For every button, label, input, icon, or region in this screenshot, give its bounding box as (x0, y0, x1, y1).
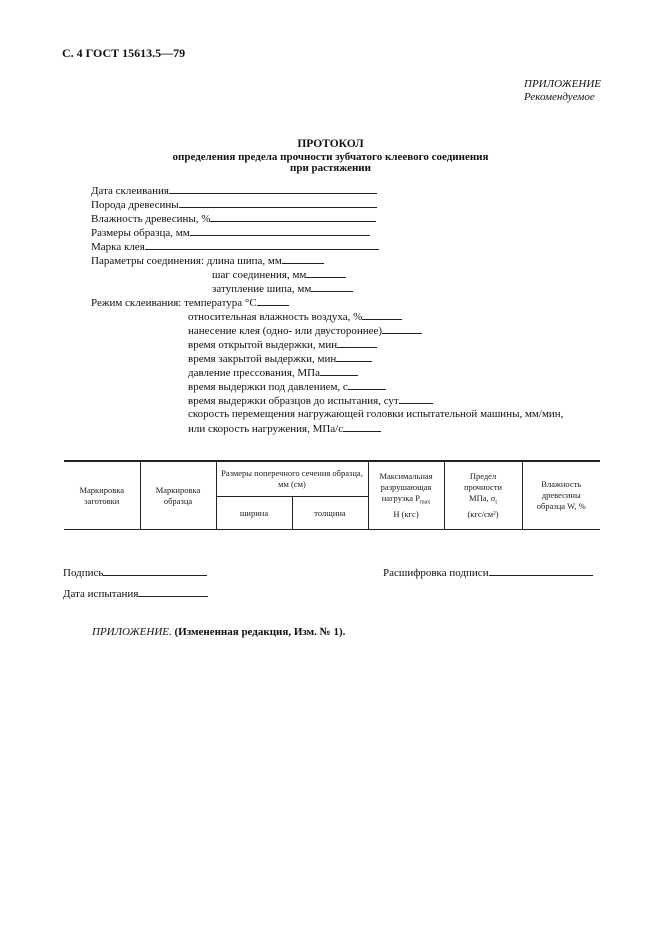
field-glue-line[interactable] (145, 240, 379, 250)
field-press-time-label: время выдержки под давлением, с (188, 381, 348, 393)
field-glue-label: Марка клея (91, 241, 145, 253)
field-pressure-line[interactable] (320, 366, 358, 376)
field-air-humidity (188, 310, 402, 323)
field-species (91, 198, 377, 211)
col-cross-section: Размеры поперечного сечения образца, мм (см) (216, 461, 368, 497)
field-speed (188, 408, 563, 420)
field-params-label: Параметры соединения: (91, 255, 205, 267)
test-date-field (63, 587, 208, 600)
field-closed-time-line[interactable] (336, 352, 372, 362)
footnote-label: ПРИЛОЖЕНИЕ. (92, 626, 172, 638)
field-params (91, 254, 324, 267)
results-table (64, 460, 600, 530)
field-moisture (91, 212, 376, 225)
field-date (91, 184, 377, 197)
field-size (91, 226, 370, 239)
field-mode (91, 296, 289, 309)
field-blunting (212, 282, 353, 295)
field-open-time (188, 338, 377, 351)
field-pitch (212, 268, 346, 281)
field-press-time (188, 380, 386, 393)
field-rate-line[interactable] (343, 422, 381, 432)
footnote-text: (Измененная редакция, Изм. № 1). (174, 626, 346, 638)
test-date-label: Дата испытания (63, 588, 139, 600)
field-closed-time-label: время закрытой выдержки, мин (188, 353, 337, 365)
field-open-time-label: время открытой выдержки, мин (188, 339, 338, 351)
signature-line[interactable] (103, 566, 207, 576)
field-moisture-line[interactable] (210, 212, 376, 222)
field-air-humidity-label: относительная влажность воздуха, % (188, 311, 363, 323)
field-application (188, 324, 422, 337)
field-pressure (188, 366, 358, 379)
field-temperature-line[interactable] (257, 296, 289, 306)
field-application-label: нанесение клея (одно- или двустороннее) (188, 325, 383, 337)
field-air-humidity-line[interactable] (362, 310, 402, 320)
field-rate-label: или скорость нагружения, МПа/с (188, 423, 344, 435)
signature-decode-field (383, 566, 593, 579)
signature-decode-line[interactable] (489, 566, 593, 576)
col-max-load: Максимальная разрушающая нагрузка $P_{max}$ Н (кгс) (368, 461, 444, 530)
field-date-label: Дата склеивания (91, 185, 169, 197)
field-blunting-label: затупление шипа, мм (212, 283, 312, 295)
col-thickness: толщина (292, 497, 368, 530)
field-closed-time (188, 352, 372, 365)
col-width: ширина (216, 497, 292, 530)
field-press-time-line[interactable] (348, 380, 386, 390)
field-hold-time (188, 394, 433, 407)
field-application-line[interactable] (382, 324, 422, 334)
col-wood-moisture: Влажность древесины образца W, % (522, 461, 600, 530)
field-size-line[interactable] (190, 226, 370, 236)
field-temperature-label: температура °С (184, 297, 257, 309)
signature-decode-label: Расшифровка подписи (383, 567, 489, 579)
field-blunting-line[interactable] (311, 282, 353, 292)
field-pitch-label: шаг соединения, мм (212, 269, 307, 281)
col-sample-marking: Маркировка образца (140, 461, 216, 530)
field-date-line[interactable] (169, 184, 377, 194)
field-species-line[interactable] (179, 198, 377, 208)
document-header: С. 4 ГОСТ 15613.5—79 (62, 46, 186, 60)
field-speed-label: скорость перемещения нагружающей головки испытательной машины, мм/мин, (188, 408, 564, 420)
protocol-title: ПРОТОКОЛ (297, 138, 364, 150)
field-pressure-label: давление прессования, МПа (188, 367, 320, 379)
signature-label: Подпись (63, 567, 104, 579)
field-rate (188, 422, 381, 435)
protocol-subtitle: определения предела прочности зубчатого клеевого соединения (172, 151, 489, 163)
field-size-label: Размеры образца, мм (91, 227, 190, 239)
footnote (92, 626, 345, 638)
field-hold-time-line[interactable] (399, 394, 433, 404)
test-date-line[interactable] (138, 587, 208, 597)
field-mode-label: Режим склеивания: (91, 297, 182, 309)
appendix-label (524, 78, 601, 104)
field-species-label: Порода древесины (91, 199, 179, 211)
protocol-subtitle-2: при растяжении (290, 162, 371, 174)
field-spike-length-line[interactable] (282, 254, 324, 264)
signature-field (63, 566, 207, 579)
field-open-time-line[interactable] (337, 338, 377, 348)
field-pitch-line[interactable] (306, 268, 346, 278)
col-blank-marking: Маркировка заготовки (64, 461, 140, 530)
field-spike-length-label: длина шипа, мм (206, 255, 282, 267)
appendix-title: ПРИЛОЖЕНИЕ (524, 78, 601, 90)
col-strength-limit: Предел прочности МПа, $\sigma_t$ (кгс/см²) (444, 461, 522, 530)
field-moisture-label: Влажность древесины, % (91, 213, 211, 225)
field-hold-time-label: время выдержки образцов до испытания, сут (188, 395, 399, 407)
appendix-status: Рекомендуемое (524, 91, 595, 103)
field-glue (91, 240, 379, 253)
